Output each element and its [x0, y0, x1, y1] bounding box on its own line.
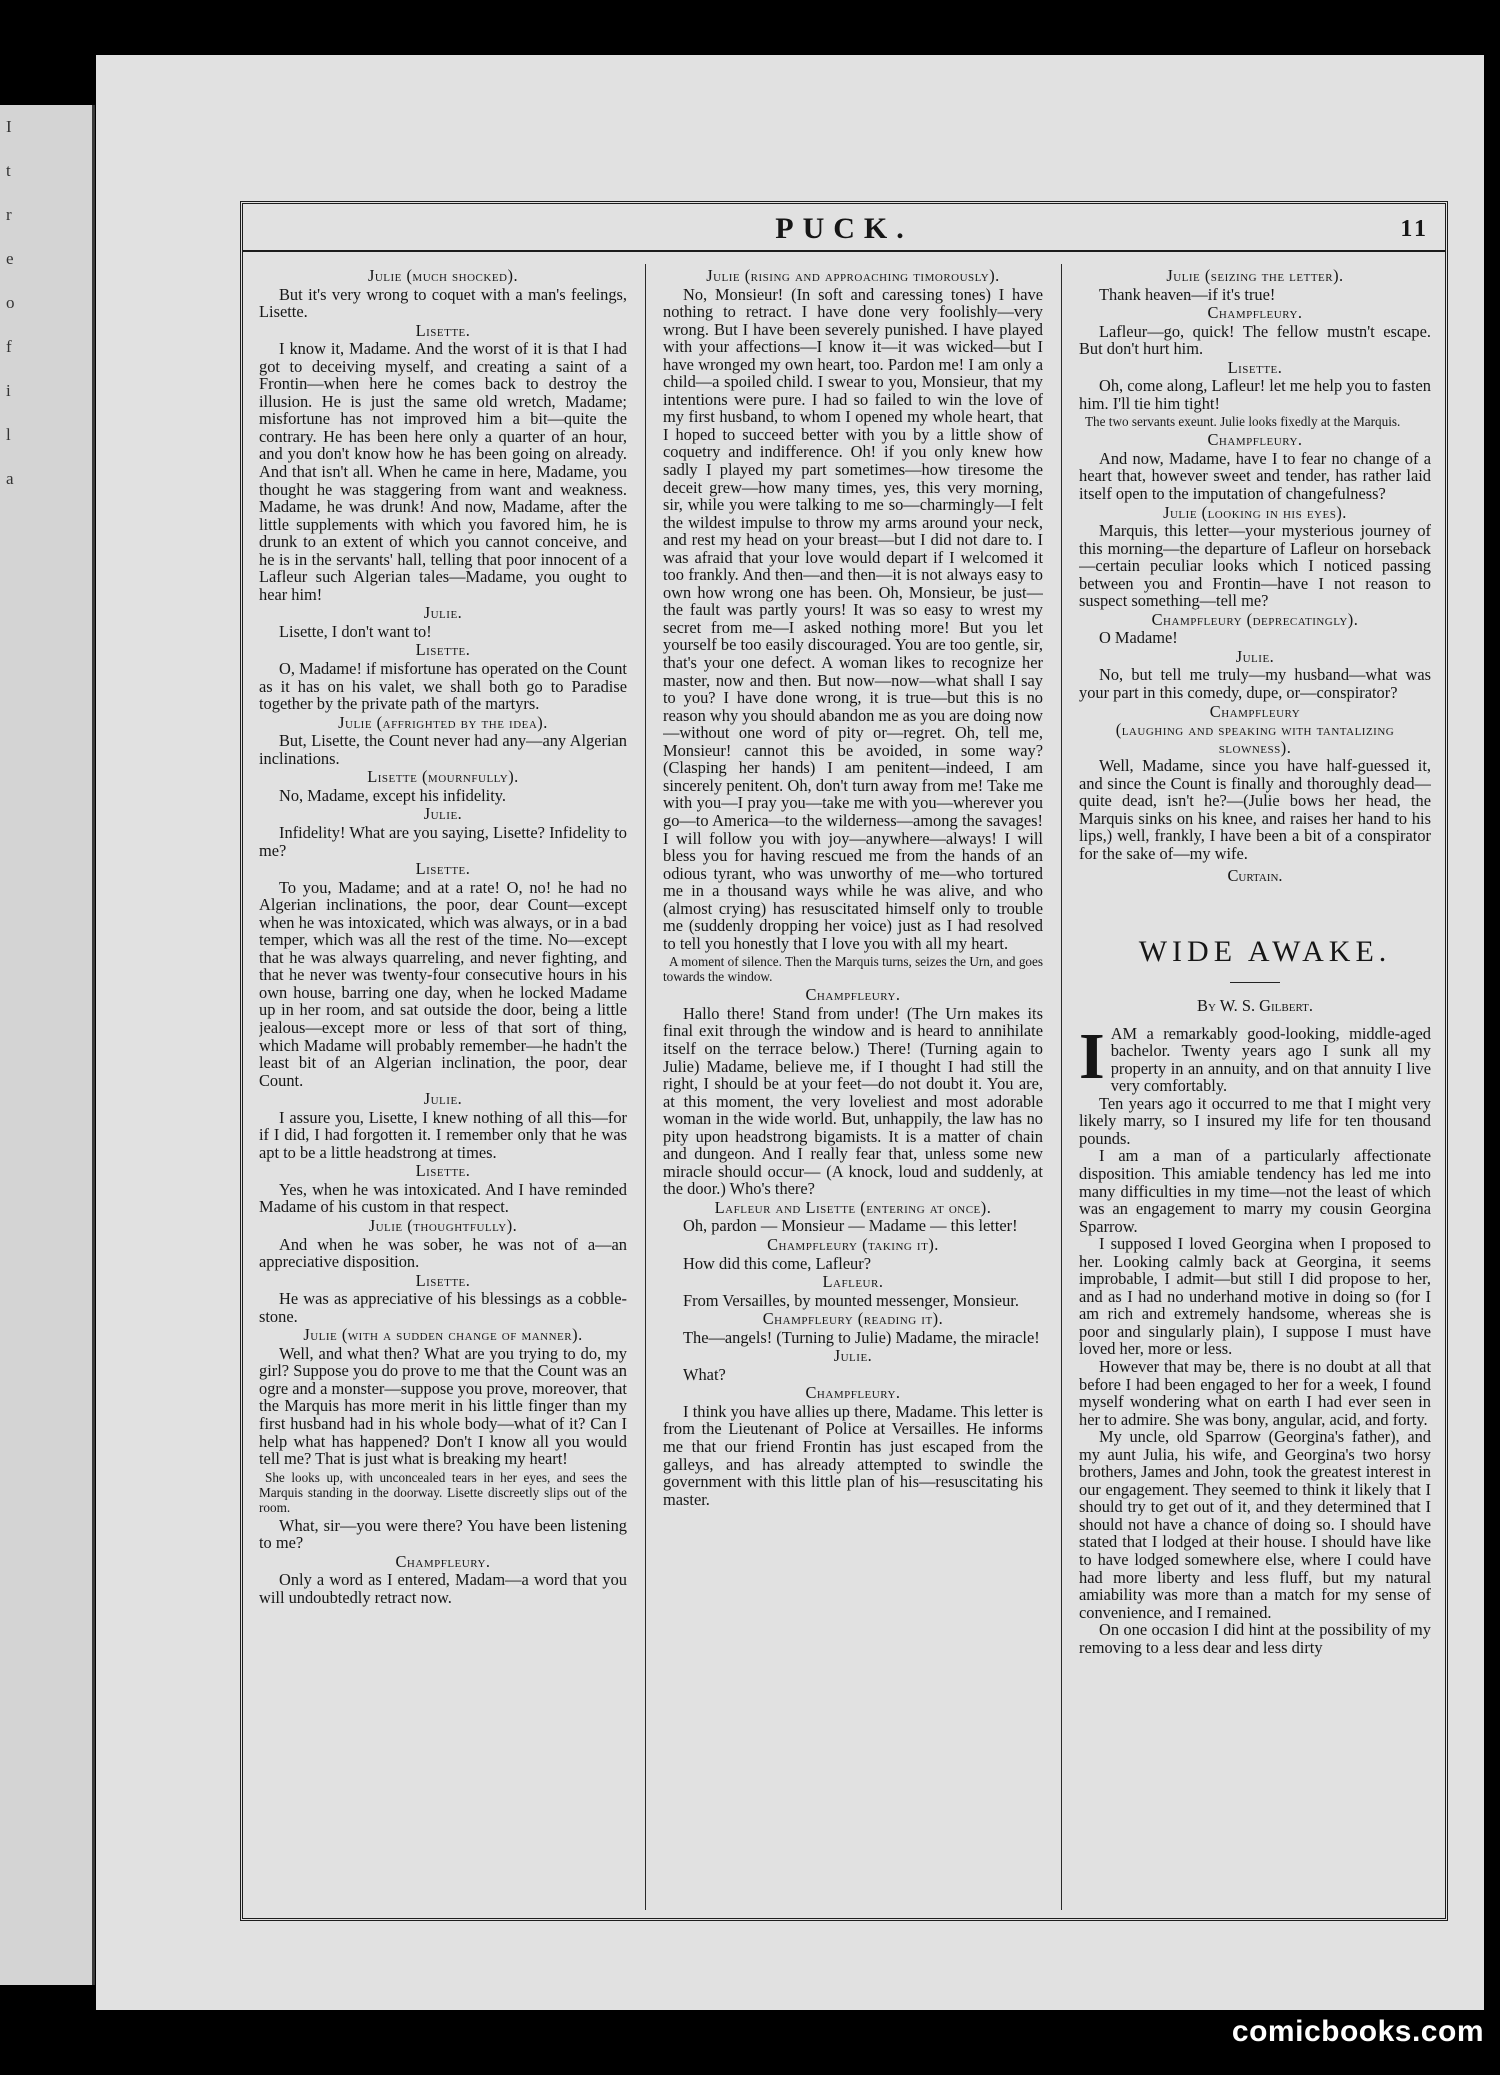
- paragraph: Ten years ago it occurred to me that I might very likely marry, so I insured my life for ten thousand pounds.: [1079, 1093, 1431, 1148]
- prev-page-glyph: a: [6, 469, 14, 488]
- paragraph: O, Madame! if misfortune has operated on the Count as it has on his valet, we shall both go to Paradise together by the private path of the martyrs.: [259, 659, 627, 714]
- title-rule: [1230, 982, 1280, 983]
- speaker-line: Champfleury (deprecatingly).: [1151, 609, 1359, 629]
- speaker-line: Julie.: [423, 804, 463, 824]
- speaker-line: (laughing and speaking with tantalizing slowness).: [1115, 720, 1395, 757]
- speaker-line: Julie.: [1235, 646, 1275, 666]
- paragraph: How did this come, Lafleur?: [683, 1253, 871, 1273]
- speaker-line: Julie.: [423, 1089, 463, 1109]
- paragraph: However that may be, there is no doubt at all that before I had been engaged to her for a week, I found myself wondering what on earth I had ever seen in her to admire. She was bony, angular, acid, and forty.: [1079, 1356, 1431, 1429]
- speaker-line: Lisette.: [415, 320, 471, 340]
- stage-direction: The two servants exeunt. Julie looks fixedly at the Marquis.: [1085, 414, 1401, 430]
- speaker-line: Champfleury.: [395, 1551, 491, 1571]
- previous-page-edge: [0, 105, 95, 1985]
- stage-direction: She looks up, with unconcealed tears in her eyes, and sees the Marquis standing in the doorway. Lisette discreetly slips out of the room.: [259, 1469, 627, 1515]
- paragraph: Well, and what then? What are you trying to do, my girl? Suppose you do prove to me that the Count was an ogre and a monster—suppose you prove, moreover, that the Marquis has more merit in his little finger than my first husband had in his whole body—what of it? Can I help what has happened? Don't I know all you would tell me? That is just what is breaking my heart!: [259, 1343, 627, 1469]
- speaker-line: Champfleury.: [805, 1383, 901, 1403]
- column-2: [663, 266, 1043, 1906]
- magazine-page: [96, 55, 1484, 2010]
- byline: By W. S. Gilbert.: [1197, 996, 1313, 1016]
- paragraph: O Madame!: [1099, 628, 1178, 648]
- paragraph: I know it, Madame. And the worst of it is that I had got to deceiving myself, and creating a saint of a Frontin—when here he comes back to destroy the illusion. He is just the same old wretch, Madame; misfortune has not improved him a bit—quite the contrary. He has been here only a quarter of an hour, and you don't know how he has been going on already. And that isn't all. When he came in here, Madame, you thought he was staggering from want and weakness. Madame, he was drunk! And now, Madame, after the little supplements with which you favored him, he is drunk to an extent of which you cannot conceive, and he is in the servants' hall, telling that poor innocent of a Lafleur such Algerian tales—Madame, you ought to hear him!: [259, 339, 627, 604]
- paragraph: My uncle, old Sparrow (Georgina's father), and my aunt Julia, his wife, and Georgina's two horsy brothers, James and John, took the greatest interest in our engagement. They seemed to think it likely that I should try to get out of it, and they determined that I should not have a chance of doing so. I should have stated that I lodged at their house. I should have like to have lodged somewhere else, where I could have had more liberty and less fluff, but my natural amiability was more than a match for my sense of convenience, and I remained.: [1079, 1427, 1431, 1622]
- lead-paragraph: [1079, 1019, 1431, 1096]
- paragraph: No, Monsieur! (In soft and caressing tones) I have nothing to retract. I have done very foolishly—very wrong. But I have been severely punished. I have played with your affections—I know it—it was wicked—but I have wronged my own heart, too. Pardon me! I am only a child—a spoiled child. I swear to you, Monsieur, that my intentions were pure. I had so failed to win the love of my first husband, to whom I opened my whole heart, that I hoped to succeed better with you by a little show of coquetry and indifference. Oh! if you only knew how sadly I played my part sometimes—how tiresome the deceit grew—how many times, yes, this very morning, sir, while you were talking to me so—charmingly—I felt the wildest impulse to throw my arms around your neck, and rest my head on your breast—but I did not dare to. I was afraid that your love would depart if I welcomed it too frankly. And then—and then—it is not always easy to own how wrong one has been. Oh, Monsieur, be just—the fault was partly yours! It was so easy to wrest my secret from me—I asked nothing more! But you let yourself be too easily discouraged. You are too gentle, sir, that's your one defect. A woman likes to recognize her master, now and then. But now—now—what shall I say to you? I have done wrong, it is true—but this is no reason why you should abandon me as you are doing now—without one word of pity or—regret. Oh, tell me, Monsieur! cannot this be avoided, in some way? (Clasping her hands) I am penitent—indeed, I am sincerely penitent. Oh, don't turn away from me! Take me with you—I pray you—take me with you—wherever you go—to America—to the wilderness—among the savages! I will follow you with joy—anywhere—always! I will bless you for having rescued me from the hands of an odious tyrant, who was unworthy of me—who tortured me in a thousand ways while he was alive, and who (almost crying) has resuscitated himself only to trouble me (suddenly dropping her voice) just as I had resolved to tell you honestly that I love you with all my heart.: [663, 284, 1043, 953]
- speaker-line: Julie (looking in his eyes).: [1163, 502, 1347, 522]
- speaker-line: Julie (affrighted by the idea).: [338, 712, 548, 732]
- speaker-line: Julie (with a sudden change of manner).: [303, 1325, 583, 1345]
- paragraph: I think you have allies up there, Madame. This letter is from the Lieutenant of Police at Versailles. He informs me that our friend Frontin has just escaped from the galleys, and has already attempted to swindle the government with this little plan of his—resuscitating his master.: [663, 1401, 1043, 1509]
- watermark: comicbooks.com: [1231, 2015, 1484, 2048]
- paragraph: Well, Madame, since you have half-guessed it, and since the Count is finally and thoroughly dead—quite dead, isn't he?—(Julie bows her head, the Marquis sinks on his knee, and raises her hand to his lips,) well, frankly, I have been a bit of a conspirator for the sake of—my wife.: [1079, 756, 1431, 863]
- paragraph: What?: [683, 1364, 726, 1384]
- speaker-line: Lafleur and Lisette (entering at once).: [714, 1197, 992, 1217]
- page-number: 11: [1400, 216, 1429, 242]
- curtain-line: Curtain.: [1227, 865, 1283, 885]
- paragraph: But, Lisette, the Count never had any—any Algerian inclinations.: [259, 731, 627, 768]
- speaker-line: Lisette.: [415, 1270, 471, 1290]
- paragraph: Only a word as I entered, Madam—a word that you will undoubtedly retract now.: [259, 1570, 627, 1607]
- paragraph: But it's very wrong to coquet with a man's feelings, Lisette.: [259, 284, 627, 322]
- drop-cap: I: [1079, 1019, 1105, 1093]
- speaker-line: Champfleury (reading it).: [762, 1309, 944, 1329]
- paragraph: To you, Madame; and at a rate! O, no! he had no Algerian inclinations, the poor, dear Count—except when he was intoxicated, which was always, or in a bad temper, which was all the rest of the time. No—except that he was always quarreling, and never fighting, and that he never was twenty-four consecutive hours in his own house, barring one day, when he locked Madame up in her room, and sat outside the door, being a little jealous—except more or less of that sort of thing, which Madame will probably remember—he hadn't the least bit of an Algerian inclination, the poor, dear Count.: [259, 877, 627, 1090]
- speaker-line: Champfleury.: [1207, 430, 1303, 450]
- speaker-line: Julie.: [423, 603, 463, 623]
- paragraph: He was as appreciative of his blessings as a cobble-stone.: [259, 1289, 627, 1326]
- speaker-line: Lisette.: [1227, 357, 1283, 377]
- paragraph: No, but tell me truly—my husband—what was your part in this comedy, dupe, or—conspirator?: [1079, 665, 1431, 703]
- speaker-line: Lisette.: [415, 1161, 471, 1181]
- lead-text: AM a remarkably good-looking, middle-aged bachelor. Twenty years ago I sunk all my property in an annuity, and on that annuity I live very comfortably.: [1110, 1023, 1431, 1096]
- paragraph: And now, Madame, have I to fear no change of a heart that, however sweet and tender, has rather laid itself open to the imputation of changefulness?: [1079, 448, 1431, 504]
- column-rule: [1061, 264, 1062, 1910]
- speaker-line: Julie.: [833, 1346, 873, 1366]
- paragraph: Yes, when he was intoxicated. And I have reminded Madame of his custom in that respect.: [259, 1179, 627, 1217]
- page-frame: [240, 201, 1448, 1921]
- speaker-line: Lisette (mournfully).: [367, 767, 519, 787]
- paragraph: Lisette, I don't want to!: [279, 621, 432, 641]
- paragraph: No, Madame, except his infidelity.: [279, 785, 506, 805]
- paragraph: Marquis, this letter—your mysterious journey of this morning—the departure of Lafleur on horseback—certain peculiar looks which I noticed passing between you and Frontin—have I not reason to suspect something—tell me?: [1079, 521, 1431, 611]
- paragraph: I supposed I loved Georgina when I proposed to her. Looking calmly back at Georgina, it seems improbable, I admit—but still I did propose to her, and as I had no underhand motive in doing so (for I am rich and extremely handsome, whereas she is poor and singularly plain), I suppose I must have loved her, more or less.: [1079, 1234, 1431, 1359]
- paragraph: Lafleur—go, quick! The fellow mustn't escape. But don't hurt him.: [1079, 321, 1431, 359]
- prev-page-glyph: l: [6, 425, 11, 444]
- paragraph: The—angels! (Turning to Julie) Madame, the miracle!: [683, 1327, 1040, 1347]
- story-title: WIDE AWAKE.: [1138, 935, 1392, 969]
- paragraph: And when he was sober, he was not of a—an appreciative disposition.: [259, 1234, 627, 1272]
- stage-direction: A moment of silence. Then the Marquis turns, seizes the Urn, and goes towards the window.: [663, 954, 1043, 985]
- paragraph: Oh, come along, Lafleur! let me help you to fasten him. I'll tie him tight!: [1079, 376, 1431, 413]
- speaker-line: Champfleury.: [1207, 303, 1303, 323]
- speaker-line: Lisette.: [415, 640, 471, 660]
- prev-page-glyph: r: [6, 205, 12, 224]
- speaker-line: Champfleury: [1209, 701, 1301, 721]
- prev-page-glyph: i: [6, 381, 11, 400]
- paragraph: On one occasion I did hint at the possibility of my removing to a less dear and less dirty: [1079, 1620, 1431, 1657]
- speaker-line: Julie (rising and approaching timorously).: [706, 266, 1000, 285]
- speaker-line: Champfleury.: [805, 985, 901, 1005]
- paragraph: What, sir—you were there? You have been listening to me?: [259, 1515, 627, 1553]
- paragraph: I assure you, Lisette, I knew nothing of all this—for if I did, I had forgotten it. I remember only that he was apt to be a little headstrong at times.: [259, 1107, 627, 1162]
- paragraph: Hallo there! Stand from under! (The Urn makes its final exit through the window and is heard to annihilate itself on the terrace below.) There! (Turning again to Julie) Madame, believe me, if I thought I had still the right, I should be at your feet—do not doubt it. You are, at this moment, the very loveliest and most adorable woman in the wide world. But, unhappily, the law has no pity upon headstrong bigamists. It is a matter of chain and dungeon. And I really fear that, unless some new miracle should occur— (A knock, loud and suddenly, at the door.) Who's there?: [663, 1003, 1043, 1199]
- speaker-line: Champfleury (taking it).: [767, 1234, 939, 1254]
- paragraph: From Versailles, by mounted messenger, Monsieur.: [683, 1290, 1019, 1310]
- paragraph: Thank heaven—if it's true!: [1099, 284, 1276, 304]
- column-rule: [645, 264, 646, 1910]
- prev-page-glyph: I: [6, 117, 12, 136]
- speaker-line: Lafleur.: [822, 1272, 884, 1292]
- masthead-title: PUCK.: [775, 212, 913, 245]
- paragraph: I am a man of a particularly affectionate disposition. This amiable tendency has led me into many difficulties in my time—not the least of which was an engagement to marry my cousin Georgina Sparrow.: [1079, 1146, 1431, 1236]
- masthead: [243, 212, 1445, 252]
- speaker-line: Julie (seizing the letter).: [1166, 266, 1344, 285]
- prev-page-glyph: o: [6, 293, 15, 312]
- speaker-line: Julie (thoughtfully).: [368, 1215, 518, 1235]
- speaker-line: Julie (much shocked).: [367, 266, 519, 285]
- speaker-line: Lisette.: [415, 859, 471, 879]
- paragraph: Infidelity! What are you saying, Lisette? Infidelity to me?: [259, 822, 627, 860]
- column-1: [259, 266, 627, 1906]
- prev-page-glyph: t: [6, 161, 11, 180]
- column-3: [1079, 266, 1431, 1906]
- prev-page-glyph: e: [6, 249, 14, 268]
- prev-page-glyph: f: [6, 337, 12, 356]
- paragraph: Oh, pardon — Monsieur — Madame — this letter!: [683, 1216, 1018, 1236]
